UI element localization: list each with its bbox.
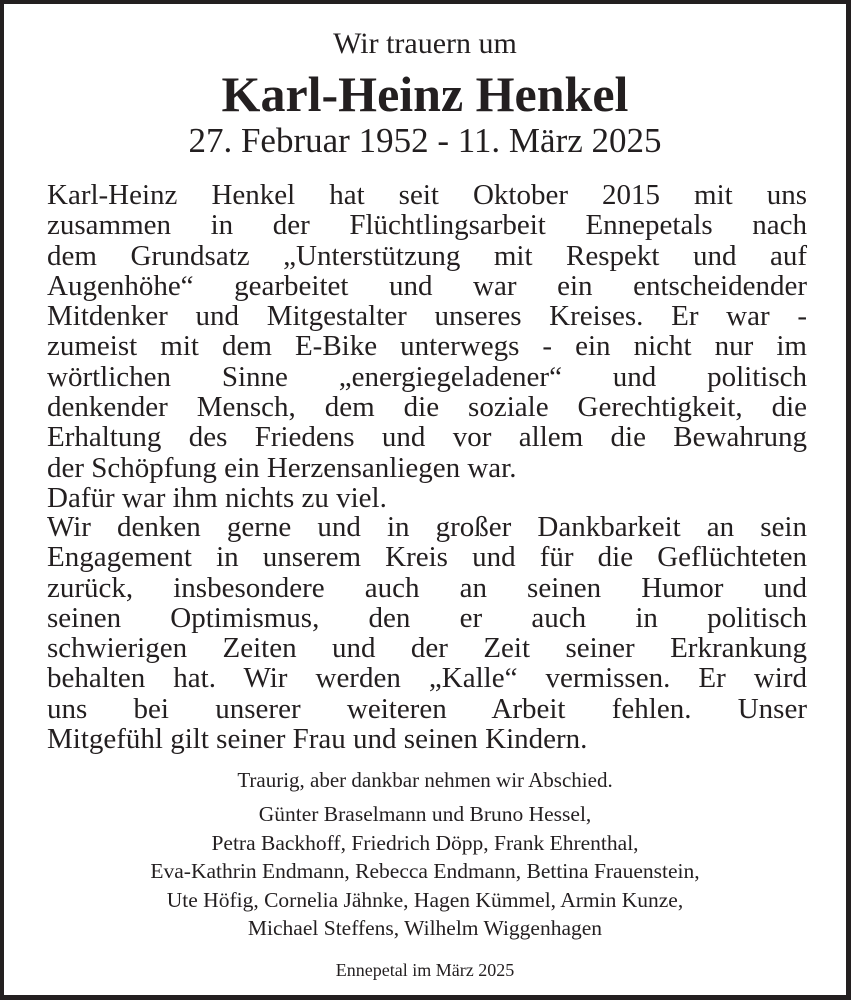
text-line: Karl-Heinz Henkel hat seit Oktober 2015 mit uns: [47, 179, 807, 211]
text-line: zumeist mit dem E-Bike unterwegs - ein nicht nur im: [47, 330, 807, 363]
text-line: Engagement in unserem Kreis und für die Geflüchteten: [47, 541, 807, 574]
text-line: zurück, insbesondere auch an seinen Humor und: [47, 571, 807, 604]
text-line: Dafür war ihm nichts zu viel.: [47, 481, 387, 514]
place-date: Ennepetal im März 2025: [335, 960, 515, 980]
text-line: uns bei unserer weiteren Arbeit fehlen. Unser: [47, 692, 807, 725]
intro-heading: Wir trauern um: [333, 27, 517, 60]
text-line: denkender Mensch, dem die soziale Gerechtigkeit, die: [47, 391, 807, 424]
text-line: behalten hat. Wir werden „Kalle“ vermissen. Er wird: [47, 662, 807, 695]
closing-line: Traurig, aber dankbar nehmen wir Abschied.: [237, 768, 613, 792]
tribute-paragraph-1: [47, 180, 807, 513]
text-line: zusammen in der Flüchtlingsarbeit Ennepetals nach: [47, 209, 807, 242]
text-line: dem Grundsatz „Unterstützung mit Respekt und auf: [47, 239, 807, 272]
text-line: der Schöpfung ein Herzensanliegen war.: [47, 451, 517, 484]
signer-line: Eva-Kathrin Endmann, Rebecca Endmann, Bettina Frauenstein,: [150, 859, 700, 883]
signer-line: Michael Steffens, Wilhelm Wiggenhagen: [247, 916, 603, 940]
signers-list: [4, 800, 846, 943]
text-line: schwierigen Zeiten und der Zeit seiner Erkrankung: [47, 632, 807, 665]
text-line: Mitdenker und Mitgestalter unseres Kreises. Er war -: [47, 300, 807, 333]
text-line: Mitgefühl gilt seiner Frau und seinen Kindern.: [47, 723, 588, 756]
life-dates: 27. Februar 1952 - 11. März 2025: [188, 121, 662, 160]
deceased-name: Karl-Heinz Henkel: [221, 66, 629, 122]
tribute-paragraph-2: [47, 512, 807, 754]
text-line: wörtlichen Sinne „energiegeladener“ und politisch: [47, 360, 807, 393]
text-line: seinen Optimismus, den er auch in politisch: [47, 601, 807, 634]
text-line: Augenhöhe“ gearbeitet und war ein entscheidender: [47, 269, 807, 302]
signer-line: Petra Backhoff, Friedrich Döpp, Frank Ehrenthal,: [211, 830, 639, 855]
signer-line: Ute Höfig, Cornelia Jähnke, Hagen Kümmel, Armin Kunze,: [166, 887, 684, 912]
text-line: Wir denken gerne und in großer Dankbarkeit an sein: [47, 511, 807, 543]
signer-line: Günter Braselmann und Bruno Hessel,: [258, 802, 592, 826]
text-line: Erhaltung des Friedens und vor allem die Bewahrung: [47, 421, 807, 454]
